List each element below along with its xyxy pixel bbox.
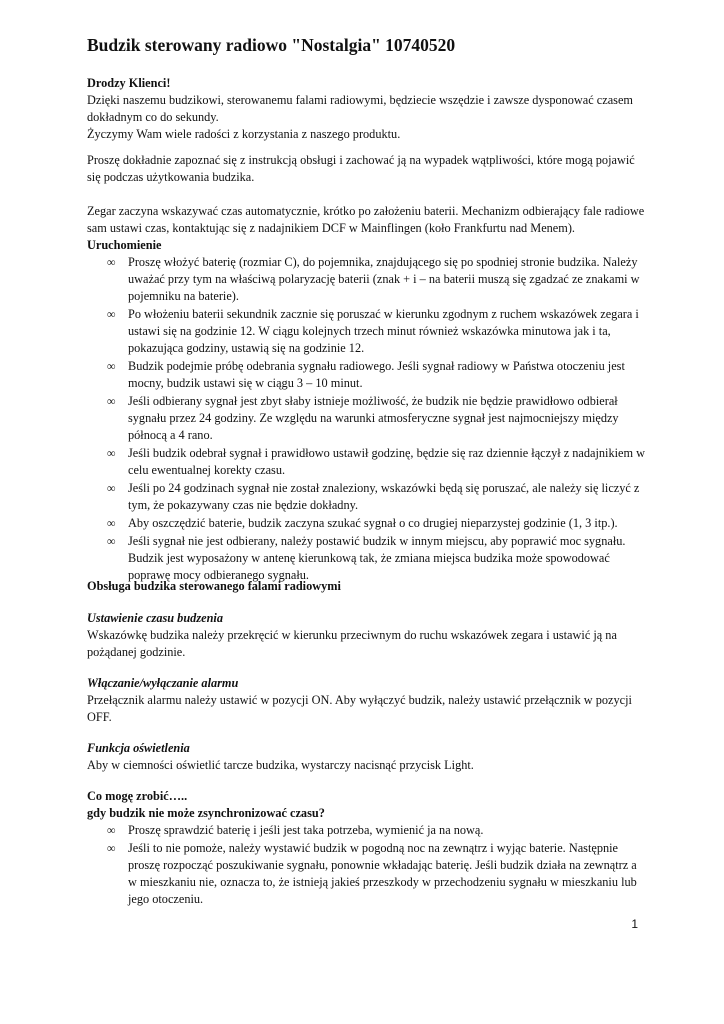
faq-item-text: Proszę sprawdzić baterię i jeśli jest taka potrzeba, wymienić ja na nową. (128, 823, 484, 837)
faq-item (87, 840, 647, 908)
startup-item (87, 533, 647, 584)
bullet-icon: ∞ (107, 823, 116, 837)
startup-item (87, 480, 647, 514)
faq-item-text: Jeśli to nie pomoże, należy wystawić budzik w pogodną noc na zewnątrz i wyjąc baterie. Następnie proszę rozpocząć poszukiwanie sygnału, ponownie wkładając baterię. Jeśli budzik działa na zewnątrz a w mieszkaniu nie, oznacza to, że istnieją jakieś przeszkody w przechodzeniu sygnału w mieszkaniu lub jego otoczeniu. (128, 841, 637, 906)
startup-item (87, 393, 647, 444)
startup-item-text: Proszę włożyć baterię (rozmiar C), do pojemnika, znajdującego się po spodniej stronie budzika. Należy uważać przy tym na właściwą polaryzację baterii (znak + i – na baterii muszą się zgadzać ze znakami w pojemniku na baterie). (128, 255, 640, 303)
startup-section (87, 203, 647, 584)
faq-item (87, 822, 647, 839)
light-text: Aby w ciemności oświetlić tarcze budzika, wystarczy nacisnąć przycisk Light. (87, 758, 474, 772)
operation-heading: Obsługa budzika sterowanego falami radiowymi (87, 579, 341, 593)
alarm-toggle-section (87, 675, 647, 726)
greeting-heading: Drodzy Klienci! (87, 76, 171, 90)
startup-item-text: Po włożeniu baterii sekundnik zacznie się poruszać w kierunku zgodnym z ruchem wskazówek zegara i ustawi się na godzinie 12. W ciągu kolejnych trzech minut również wskazówka minutowa jak i ta, pokazująca godziny, ustawią się na godzinie 12. (128, 307, 639, 355)
startup-item-text: Jeśli po 24 godzinach sygnał nie został znaleziony, wskazówki będą się poruszać, ale należy się liczyć z tym, że pokazywany czas nie będzie dokładny. (128, 481, 640, 512)
document-title: Budzik sterowany radiowo "Nostalgia" 10740520 (87, 35, 456, 55)
greeting-section (87, 75, 647, 143)
alarm-time-heading: Ustawienie czasu budzenia (87, 611, 223, 625)
operation-section (87, 578, 647, 595)
startup-item (87, 445, 647, 479)
startup-item (87, 254, 647, 305)
startup-item-text: Jeśli sygnał nie jest odbierany, należy postawić budzik w innym miejscu, aby poprawić moc sygnału. Budzik jest wyposażony w antenę kierunkową tak, że zmiana miejsca budzika może spowodować poprawę mocy odbieranego sygnału. (128, 534, 626, 582)
bullet-icon: ∞ (107, 481, 116, 495)
alarm-time-section (87, 610, 647, 661)
bullet-icon: ∞ (107, 307, 116, 321)
startup-item-text: Jeśli budzik odebrał sygnał i prawidłowo ustawił godzinę, będzie się raz dziennie łączył z nadajnikiem w celu ewentualnej korekty czasu. (128, 446, 645, 477)
faq-heading-1: Co mogę zrobić….. (87, 789, 188, 803)
faq-heading-2: gdy budzik nie może zsynchronizować czasu? (87, 806, 325, 820)
startup-heading: Uruchomienie (87, 238, 162, 252)
alarm-toggle-heading: Włączanie/wyłączanie alarmu (87, 676, 239, 690)
bullet-icon: ∞ (107, 516, 116, 530)
faq-section (87, 788, 647, 908)
light-section (87, 740, 647, 774)
intro-paragraph-2 (87, 152, 647, 186)
startup-item (87, 306, 647, 357)
greeting-line-2: Życzymy Wam wiele radości z korzystania z naszego produktu. (87, 127, 401, 141)
page-number: 1 (631, 917, 638, 931)
bullet-icon: ∞ (107, 359, 116, 373)
alarm-toggle-text: Przełącznik alarmu należy ustawić w pozycji ON. Aby wyłączyć budzik, należy ustawić przełącznik w pozycji OFF. (87, 693, 632, 724)
bullet-icon: ∞ (107, 534, 116, 548)
startup-item (87, 358, 647, 392)
startup-item-text: Jeśli odbierany sygnał jest zbyt słaby istnieje możliwość, że budzik nie będzie prawidłowo odbierał sygnału przez 24 godziny. Ze względu na warunki atmosferyczne sygnał jest najmocniejszy między północą a 4 rano. (128, 394, 619, 442)
startup-item-text: Budzik podejmie próbę odebrania sygnału radiowego. Jeśli sygnał radiowy w Państwa otoczeniu jest mocny, budzik ustawi się w ciągu 3 – 10 minut. (128, 359, 625, 390)
faq-list (87, 822, 647, 908)
bullet-icon: ∞ (107, 446, 116, 460)
greeting-line-1: Dzięki naszemu budzikowi, sterowanemu falami radiowymi, będziecie wszędzie i zawsze dysponować czasem dokładnym co do sekundy. (87, 93, 633, 124)
intro-2-text: Proszę dokładnie zapoznać się z instrukcją obsługi i zachować ją na wypadek wątpliwości, które mogą pojawić się podczas użytkowania budzika. (87, 153, 635, 184)
startup-item (87, 515, 647, 532)
startup-item-text: Aby oszczędzić baterie, budzik zaczyna szukać sygnał o co drugiej nieparzystej godzinie (1, 3 itp.). (128, 516, 618, 530)
alarm-time-text: Wskazówkę budzika należy przekręcić w kierunku przeciwnym do ruchu wskazówek zegara i ustawić ją na pożądanej godzinie. (87, 628, 617, 659)
bullet-icon: ∞ (107, 255, 116, 269)
light-heading: Funkcja oświetlenia (87, 741, 190, 755)
startup-list (87, 254, 647, 584)
bullet-icon: ∞ (107, 841, 116, 855)
bullet-icon: ∞ (107, 394, 116, 408)
intro-3-text: Zegar zaczyna wskazywać czas automatycznie, krótko po założeniu baterii. Mechanizm odbierający fale radiowe sam ustawi czas, kontaktując się z nadajnikiem DCF w Mainflingen (koło Frankfurtu nad Menem). (87, 204, 645, 235)
